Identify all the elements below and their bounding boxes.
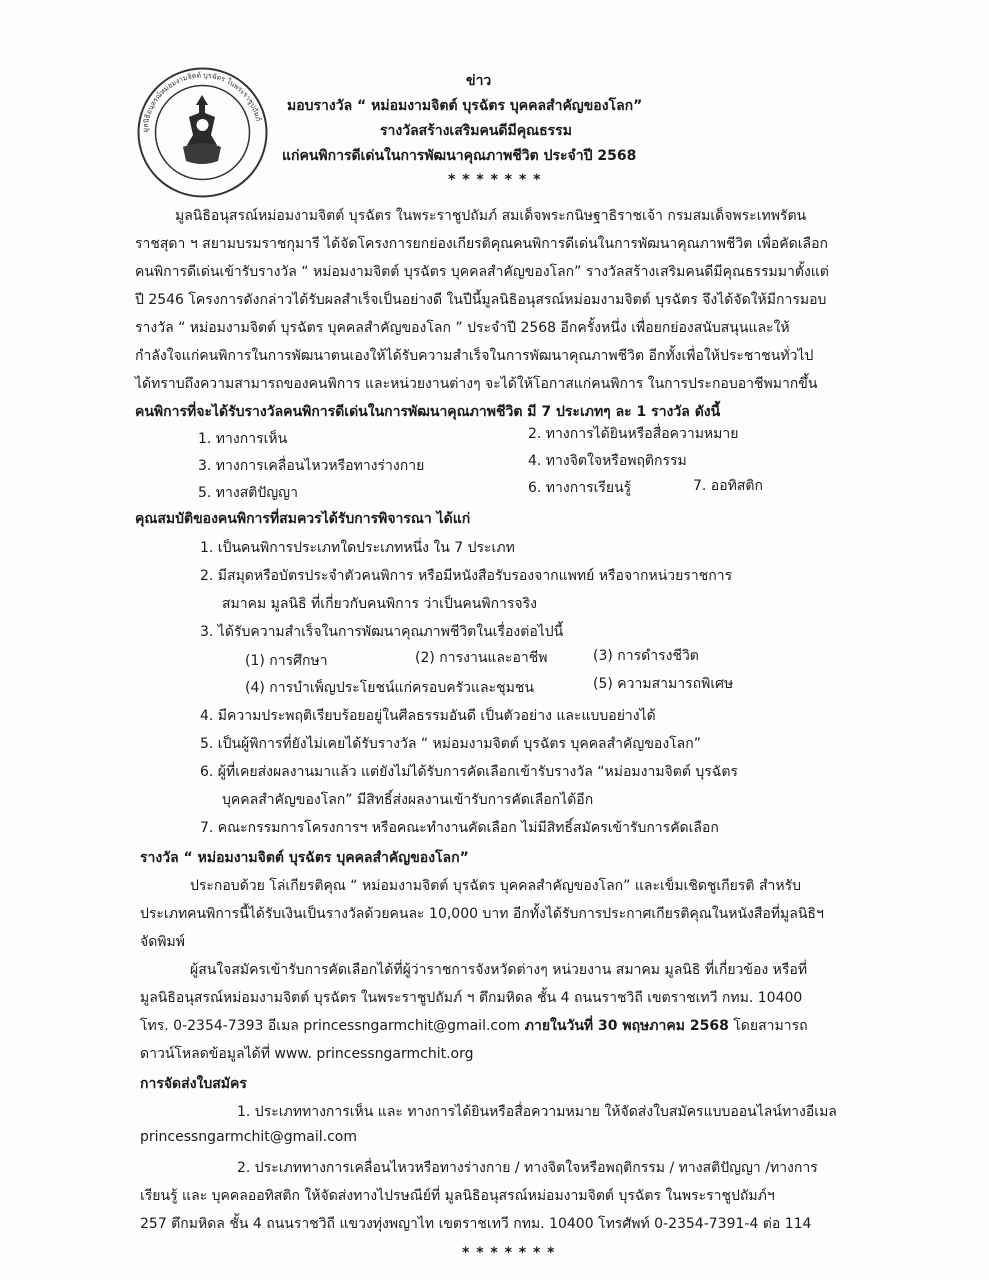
achievement-item: (4) การบำเพ็ญประโยชน์แก่ครอบครัวและชุมชน [245, 680, 534, 696]
intro-line: กำลังใจแก่คนพิการในการพัฒนาตนเองให้ได้รับความสำเร็จในการพัฒนาคุณภาพชีวิต อีกทั้งเพื่อให้ประชาชนทั่วไป [135, 348, 814, 364]
apply-line: ผู้สนใจสมัครเข้ารับการคัดเลือกได้ที่ผู้ว่าราชการจังหวัดต่างๆ หน่วยงาน สมาคม มูลนิธิ ที่เกี่ยวข้อง หรือที่ [190, 962, 808, 978]
news-label: ข่าว [466, 73, 492, 89]
foundation-seal [135, 65, 270, 200]
title-line-3: แก่คนพิการดีเด่นในการพัฒนาคุณภาพชีวิต ประจำปี 2568 [282, 148, 637, 164]
apply-line [140, 1015, 808, 1037]
intro-line: ราชสุดา ฯ สยามบรมราชกุมารี ได้จัดโครงการยกย่องเกียรติคุณคนพิการดีเด่นในการพัฒนาคุณภาพชีวิต เพื่อคัดเลือก [135, 236, 828, 252]
achievement-item: (3) การดำรงชีวิต [593, 648, 699, 664]
intro-line: มูลนิธิอนุสรณ์หม่อมงามจิตต์ บุรฉัตร ในพระราชูปถัมภ์ สมเด็จพระกนิษฐาธิราชเจ้า กรมสมเด็จพระเทพรัตน [175, 208, 807, 224]
qualifications-heading: คุณสมบัติของคนพิการที่สมควรได้รับการพิจารณา ได้แก่ [135, 511, 471, 527]
category-item: 3. ทางการเคลื่อนไหวหรือทางร่างกาย [198, 458, 425, 474]
apply-contact: โทร. 0-2354-7393 อีเมล princessngarmchit@gmail.com [140, 1018, 525, 1034]
category-item: 2. ทางการได้ยินหรือสื่อความหมาย [528, 426, 739, 442]
send-line: เรียนรู้ และ บุคคลออทิสติก ให้จัดส่งทางไปรษณีย์ที่ มูลนิธิอนุสรณ์หม่อมงามจิตต์ บุรฉัตร ในพระราชูปถัมภ์ฯ [140, 1188, 775, 1204]
category-item: 1. ทางการเห็น [198, 431, 288, 447]
category-item: 7. ออทิสติก [693, 478, 763, 494]
send-line: 257 ตึกมหิดล ชั้น 4 ถนนราชวิถี แขวงทุ่งพญาไท เขตราชเทวี กทม. 10400 โทรศัพท์ 0-2354-7391-4 ต่อ 114 [140, 1216, 812, 1232]
intro-line: รางวัล “ หม่อมงามจิตต์ บุรฉัตร บุคคลสำคัญของโลก ” ประจำปี 2568 อีกครั้งหนึ่ง เพื่อยกย่องสนับสนุนและให้ [135, 320, 790, 336]
categories-heading: คนพิการที่จะได้รับรางวัลคนพิการดีเด่นในการพัฒนาคุณภาพชีวิต มี 7 ประเภทๆ ละ 1 รางวัล ดังนี้ [135, 404, 721, 420]
title-line-1: มอบรางวัล “ หม่อมงามจิตต์ บุรฉัตร บุคคลสำคัญของโลก” [287, 98, 643, 114]
intro-line: คนพิการดีเด่นเข้ารับรางวัล “ หม่อมงามจิตต์ บุรฉัตร บุคคลสำคัญของโลก” รางวัลสร้างเสริมคนดีมีคุณธรรมมาตั้งแต่ [135, 264, 829, 280]
qualification-item: 4. มีความประพฤติเรียบร้อยอยู่ในศีลธรรมอันดี เป็นตัวอย่าง และแบบอย่างได้ [200, 708, 656, 724]
intro-line: ได้ทราบถึงความสามารถของคนพิการ และหน่วยงานต่างๆ จะได้ให้โอกาสแก่คนพิการ ในการประกอบอาชีพมากขึ้น [135, 376, 818, 392]
category-item: 5. ทางสติปัญญา [198, 485, 298, 501]
header-stars: * * * * * * * [448, 172, 542, 188]
send-line: 1. ประเภททางการเห็น และ ทางการได้ยินหรือสื่อความหมาย ให้จัดส่งใบสมัครแบบออนไลน์ทางอีเมล [237, 1104, 837, 1120]
qualification-item: 6. ผู้ที่เคยส่งผลงานมาแล้ว แต่ยังไม่ได้รับการคัดเลือกเข้ารับรางวัล “หม่อมงามจิตต์ บุรฉัตร [200, 764, 738, 780]
title-line-2: รางวัลสร้างเสริมคนดีมีคุณธรรม [380, 123, 572, 139]
category-item: 6. ทางการเรียนรู้ [528, 480, 632, 496]
qualification-item: 1. เป็นคนพิการประเภทใดประเภทหนึ่ง ใน 7 ประเภท [200, 540, 515, 556]
qualification-item: 7. คณะกรรมการโครงการฯ หรือคณะทำงานคัดเลือก ไม่มีสิทธิ์สมัครเข้ารับการคัดเลือก [200, 820, 719, 836]
apply-suffix: โดยสามารถ [728, 1018, 808, 1034]
send-line: 2. ประเภททางการเคลื่อนไหวหรือทางร่างกาย / ทางจิตใจหรือพฤติกรรม / ทางสติปัญญา /ทางการ [237, 1160, 818, 1176]
award-line: จัดพิมพ์ [140, 934, 185, 950]
apply-line: ดาวน์โหลดข้อมูลได้ที่ www. princessngarmchit.org [140, 1046, 474, 1062]
send-heading: การจัดส่งใบสมัคร [140, 1076, 247, 1092]
achievement-item: (5) ความสามารถพิเศษ [593, 676, 734, 692]
intro-line: ปี 2546 โครงการดังกล่าวได้รับผลสำเร็จเป็นอย่างดี ในปีนี้มูลนิธิอนุสรณ์หม่อมงามจิตต์ บุรฉัตร จึงได้จัดให้มีการมอบ [135, 292, 827, 308]
award-heading: รางวัล “ หม่อมงามจิตต์ บุรฉัตร บุคคลสำคัญของโลก” [140, 850, 469, 866]
qualification-item: บุคคลสำคัญของโลก” มีสิทธิ์ส่งผลงานเข้ารับการคัดเลือกได้อีก [222, 792, 594, 808]
apply-line: มูลนิธิอนุสรณ์หม่อมงามจิตต์ บุรฉัตร ในพระราชูปถัมภ์ ฯ ตึกมหิดล ชั้น 4 ถนนราชวิถี เขตราชเทวี กทม. 10400 [140, 990, 803, 1006]
qualification-item: 5. เป็นผู้พิการที่ยังไม่เคยได้รับรางวัล “ หม่อมงามจิตต์ บุรฉัตร บุคคลสำคัญของโลก” [200, 736, 701, 752]
end-stars: * * * * * * * [462, 1245, 556, 1261]
award-line: ประเภทคนพิการนี้ได้รับเงินเป็นรางวัลด้วยคนละ 10,000 บาท อีกทั้งได้รับการประกาศเกียรติคุณในหนังสือที่มูลนิธิฯ [140, 906, 824, 922]
category-item: 4. ทางจิตใจหรือพฤติกรรม [528, 453, 687, 469]
achievement-item: (1) การศึกษา [245, 653, 328, 669]
qualification-item: สมาคม มูลนิธิ ที่เกี่ยวกับคนพิการ ว่าเป็นคนพิการจริง [222, 596, 537, 612]
qualification-item: 3. ได้รับความสำเร็จในการพัฒนาคุณภาพชีวิตในเรื่องต่อไปนี้ [200, 624, 564, 640]
apply-deadline: ภายในวันที่ 30 พฤษภาคม 2568 [524, 1018, 729, 1034]
award-line: ประกอบด้วย โล่เกียรติคุณ “ หม่อมงามจิตต์ บุรฉัตร บุคคลสำคัญของโลก” และเข็มเชิดชูเกียรติ สำหรับ [190, 878, 801, 894]
send-line: princessngarmchit@gmail.com [140, 1129, 357, 1145]
qualification-item: 2. มีสมุดหรือบัตรประจำตัวคนพิการ หรือมีหนังสือรับรองจากแพทย์ หรือจากหน่วยราชการ [200, 568, 733, 584]
seal-text: มูลนิธิอนุสรณ์หม่อมงามจิตต์ บุรฉัตร ในพระราชูปถัมภ์ [141, 71, 263, 133]
achievement-item: (2) การงานและอาชีพ [415, 650, 548, 666]
foundation-seal-icon [135, 65, 270, 200]
